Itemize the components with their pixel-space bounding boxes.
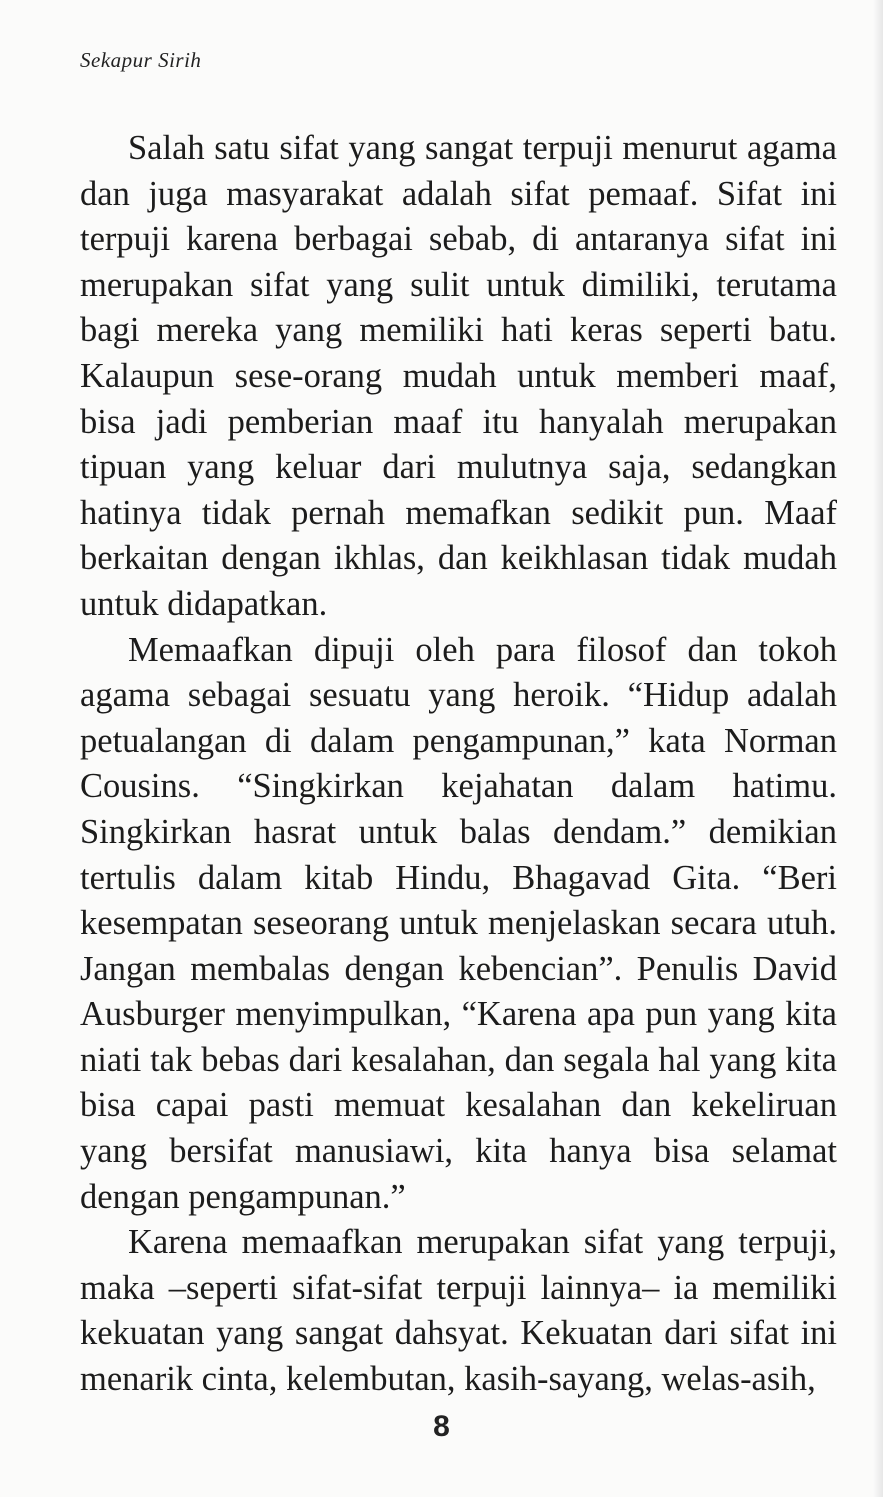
paragraph-2: Memaafkan dipuji oleh para filosof dan tokoh agama sebagai sesuatu yang heroik. “Hidup adalah petualangan di dalam pengampunan,” kata Norman Cousins. “Singkirkan kejahatan dalam hatimu. Singkirkan hasrat untuk balas dendam.” demikian tertulis dalam kitab Hindu, Bhagavad Gita. “Beri kesempatan seseorang untuk menjelaskan secara utuh. Jangan membalas dengan kebencian”. Penulis David Ausburger menyimpulkan, “Karena apa pun yang kita niati tak bebas dari kesalahan, dan segala hal yang kita bisa capai pasti memuat kesalahan dan kekeliruan yang bersifat manusiawi, kita hanya bisa selamat dengan pengampunan.” [80, 630, 837, 1216]
page-number: 8 [433, 1410, 450, 1443]
paragraph-1: Salah satu sifat yang sangat terpuji menurut agama dan juga masyarakat adalah sifat pemaaf. Sifat ini terpuji karena berbagai sebab, di antaranya sifat ini merupakan sifat yang sulit untuk dimiliki, terutama bagi mereka yang memiliki hati keras seperti batu. Kalaupun sese-orang mudah untuk memberi maaf, bisa jadi pemberian maaf itu hanyalah merupakan tipuan yang keluar dari mulutnya saja, sedangkan hatinya tidak pernah memafkan sedikit pun. Maaf berkaitan dengan ikhlas, dan keikhlasan tidak mudah untuk didapatkan. [80, 129, 837, 623]
running-header: Sekapur Sirih [80, 48, 202, 72]
paragraph-3: Karena memaafkan merupakan sifat yang terpuji, maka –seperti sifat-sifat terpuji lainnya– ia memiliki kekuatan yang sangat dahsyat. Kekuatan dari sifat ini menarik cinta, kelembutan, kasih-sayang, welas-asih, [80, 1223, 837, 1399]
page-edge-shadow [873, 0, 883, 1497]
body-text [80, 126, 837, 1403]
